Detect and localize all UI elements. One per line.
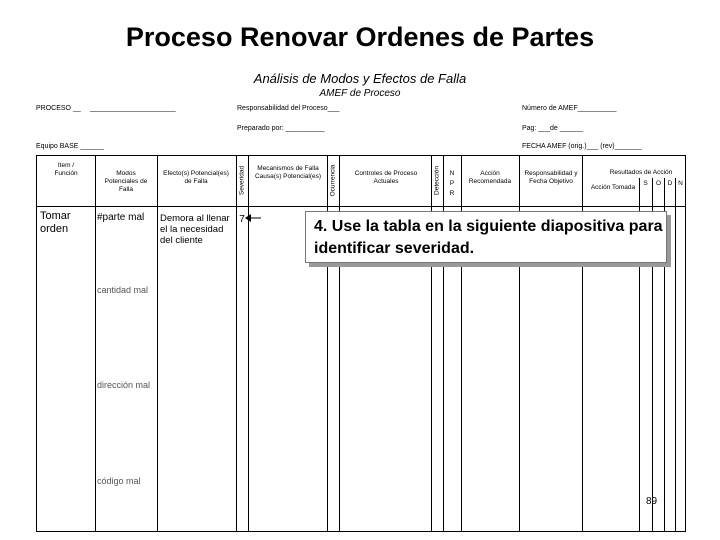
fecha-field[interactable]: FECHA AMEF (orig.)___ (rev)_______ [522,143,642,150]
col-header-severidad: Severidad [238,165,246,196]
arrow-icon [244,212,264,224]
col-header-res-n: N [678,180,683,187]
col-sep-2 [157,155,158,532]
col-header-res-o: O [655,180,662,187]
row-efecto: Demora al llenar el la necesidad del cliente [160,213,230,246]
row-modo-extra-2: dirección mal [97,380,151,390]
col-header-res-d: D [667,180,673,187]
col-header-mecanismos: Mecanismos de Falla Causa(s) Potencial(es) [254,165,322,181]
preparado-field[interactable]: Preparado por: __________ [237,125,325,132]
equipo-field[interactable]: Equipo BASE ______ [36,143,104,150]
page-number: 89 [646,496,658,507]
row-modo-extra-3: código mal [97,476,141,486]
col-header-npr-p: P [449,180,455,187]
col-sep-1 [95,155,96,532]
col-header-resultados: Resultados de Acción [609,169,673,176]
row-severidad: 7 [239,214,245,225]
col-header-modos: Modos Potenciales de Falla [104,170,148,194]
table-header-divider [36,206,686,207]
proceso-label: PROCESO __ [36,105,81,112]
col-header-res-s: S [643,180,648,187]
col-sep-3 [236,155,237,532]
table-right-border [685,155,686,532]
table-top-border [36,155,686,156]
page-title: Proceso Renovar Ordenes de Partes [125,22,595,52]
col-header-controles: Controles de Proceso Actuales [354,170,418,186]
col-header-responsabilidad: Responsabilidad y Fecha Objetivo [524,170,578,186]
col-header-ocurrencia: Ocurrencia [329,164,337,197]
col-sep-15 [675,178,676,532]
col-header-npr-n: N [449,170,455,177]
col-header-accion-tomada: Acción Tomada [590,184,636,191]
col-header-npr-r: R [449,190,455,197]
pag-field[interactable]: Pag: ___de ______ [522,125,584,132]
responsabilidad-field[interactable]: Responsabilidad del Proceso___ [237,105,340,112]
col-header-deteccion: Detección [433,166,441,195]
table-left-border [36,155,37,532]
col-header-item: Item / Función [54,162,78,178]
col-header-efectos: Efecto(s) Potencial(es) de Falla [163,170,229,186]
numero-amef-field[interactable]: Número de AMEF__________ [522,105,617,112]
row-item: Tomar orden [40,210,71,235]
proceso-blank[interactable]: ______________________ [90,105,176,112]
amef-subtitle: Análisis de Modos y Efectos de Falla [253,71,467,86]
row-modo-extra-1: cantidad mal [97,285,149,295]
severity-callout: 4. Use la tabla en la siguiente diapositiva para identificar severidad. [305,211,667,263]
amef-process-subtitle: AMEF de Proceso [319,88,401,99]
table-bottom-border [36,531,686,532]
row-modo: #parte mal [97,212,145,223]
col-header-accion: Acción Recomendada [468,170,512,186]
